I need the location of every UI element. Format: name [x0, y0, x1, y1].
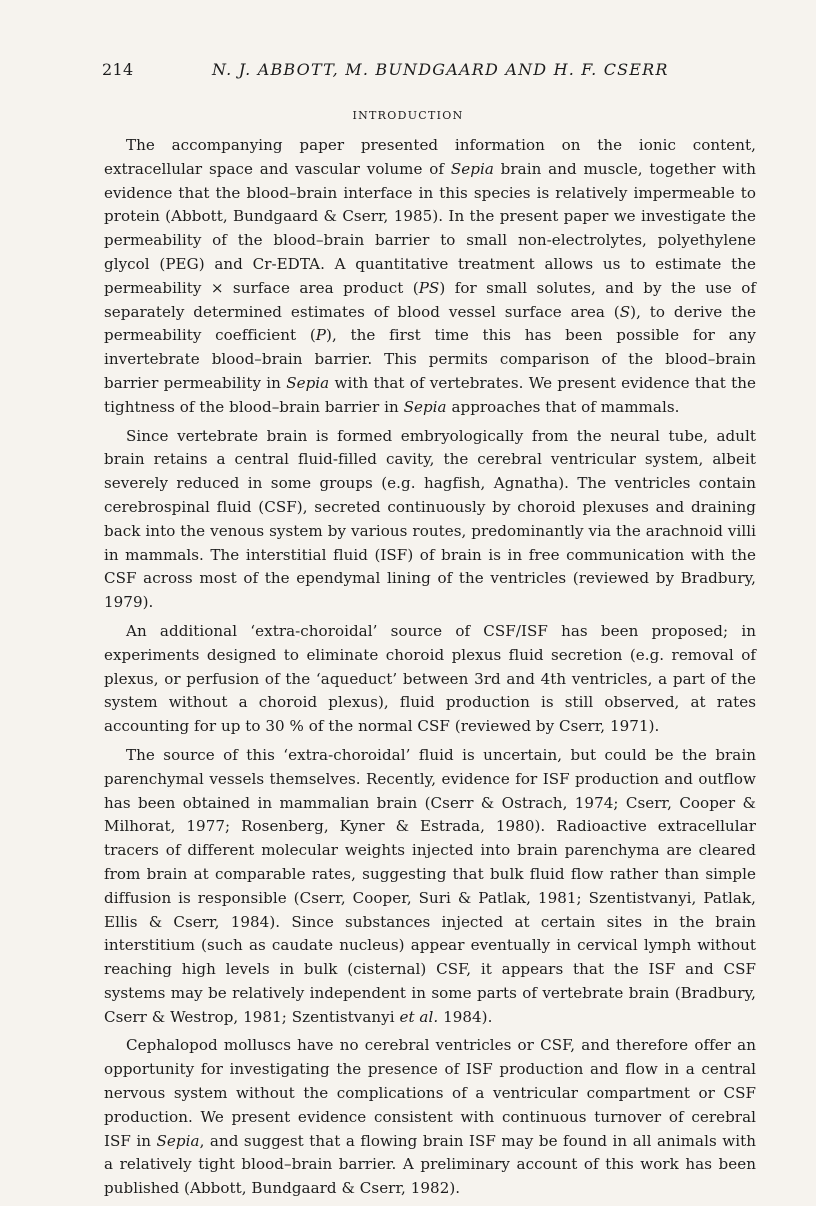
text-run: Cephalopod molluscs have no cerebral ventricles or CSF, and therefore offer an opportunity for investigating the presence of ISF production and flow in a central nervous system without the complications of a ventricular compartment or CSF production. We present evidence consistent with continuous turnover of cerebral ISF in [104, 1036, 756, 1150]
text-run: brain and muscle, together with evidence that the blood–brain interface in this species is relatively impermeable to protein (Abbott, Bundgaard & Cserr, 1985). In the present paper we investigate the permeability of the blood–brain barrier to small non-electrolytes, polyethylene glycol (PEG) and Cr-EDTA. A quantitative treatment allows us to estimate the permeability × surface area product ( [104, 159, 756, 297]
italic-text: PS [418, 278, 440, 297]
paragraph [104, 620, 756, 739]
italic-text: Sepia [286, 373, 330, 392]
text-run: 1984). [438, 1007, 493, 1026]
paragraph [104, 1034, 756, 1201]
text-run: ) for small solutes, and by the use of separately determined estimates of blood vessel surface area ( [104, 278, 756, 321]
italic-text: S [619, 302, 631, 321]
text-run: The accompanying paper presented information on the ionic content, extracellular space and vascular volume of [104, 136, 756, 178]
paragraph [104, 134, 756, 420]
text-run: ), the first time this has been possible for any invertebrate blood–brain barrier. This permits comparison of the blood–brain barrier permeability in [104, 326, 756, 392]
italic-text: Sepia [450, 159, 494, 178]
text-run: The source of this ‘extra-choroidal’ fluid is uncertain, but could be the brain parenchymal vessels themselves. Recently, evidence for ISF production and outflow has been obtained in mammalian brain (Cserr & Ostrach, 1974; Cserr, Cooper & Milhorat, 1977; Rosenberg, Kyner & Estrada, 1980). Radioactive extracellular tracers of different molecular weights injected into brain parenchyma are cleared from brain at comparable rates, suggesting that bulk fluid flow rather than simple diffusion is responsible (Cserr, Cooper, Suri & Patlak, 1981; Szentistvanyi, Patlak, Ellis & Cserr, 1984). Since substances injected at certain sites in the brain interstitium (such as caudate nucleus) appear eventually in cervical lymph without reaching high levels in bulk (cisternal) CSF, it appears that the ISF and CSF systems may be relatively independent in some parts of vertebrate brain (Bradbury, Cserr & Westrop, 1981; Szentistvanyi [104, 745, 756, 1026]
text-run: approaches that of mammals. [446, 397, 680, 416]
text-run: An additional ‘extra-choroidal’ source of CSF/ISF has been proposed; in experiments designed to eliminate choroid plexus fluid secretion (e.g. removal of plexus, or perfusion of the ‘aqueduct’ between 3rd and 4th ventricles, a part of the system without a choroid plexus), fluid production is still observed, at rates accounting for up to 30 % of the normal CSF (reviewed by Cserr, 1971). [104, 621, 756, 736]
running-header [0, 60, 816, 86]
text-run: Since vertebrate brain is formed embryologically from the neural tube, adult brain retains a central fluid-filled cavity, the cerebral ventricular system, albeit severely reduced in some groups (e.g. hagfish, Agnatha). The ventricles contain cerebrospinal fluid (CSF), secreted continuously by choroid plexuses and draining back into the venous system by various routes, predominantly via the arachnoid villi in mammals. The interstitial fluid (ISF) of brain is in free communication with the CSF across most of the ependymal lining of the ventricles (reviewed by Bradbury, 1979). [104, 426, 756, 612]
paragraph [104, 744, 756, 1030]
italic-text: Sepia [156, 1131, 200, 1150]
page-number: 214 [102, 60, 134, 79]
italic-text: et al. [399, 1007, 439, 1026]
italic-text: Sepia [403, 397, 447, 416]
text-run: with that of vertebrates. We present evidence that the tightness of the blood–brain barrier in [104, 373, 756, 416]
text-run: ), to derive the permeability coefficient ( [104, 302, 756, 345]
running-authors: N. J. ABBOTT, M. BUNDGAARD AND H. F. CSERR [212, 60, 669, 79]
italic-text: P [315, 326, 326, 345]
section-heading: INTRODUCTION [352, 109, 464, 122]
paragraph [104, 425, 756, 615]
article-body [104, 134, 756, 1206]
text-run: , and suggest that a flowing brain ISF may be found in all animals with a relatively tight blood–brain barrier. A preliminary account of this work has been published (Abbott, Bundgaard & Cserr, 1982). [104, 1131, 756, 1198]
